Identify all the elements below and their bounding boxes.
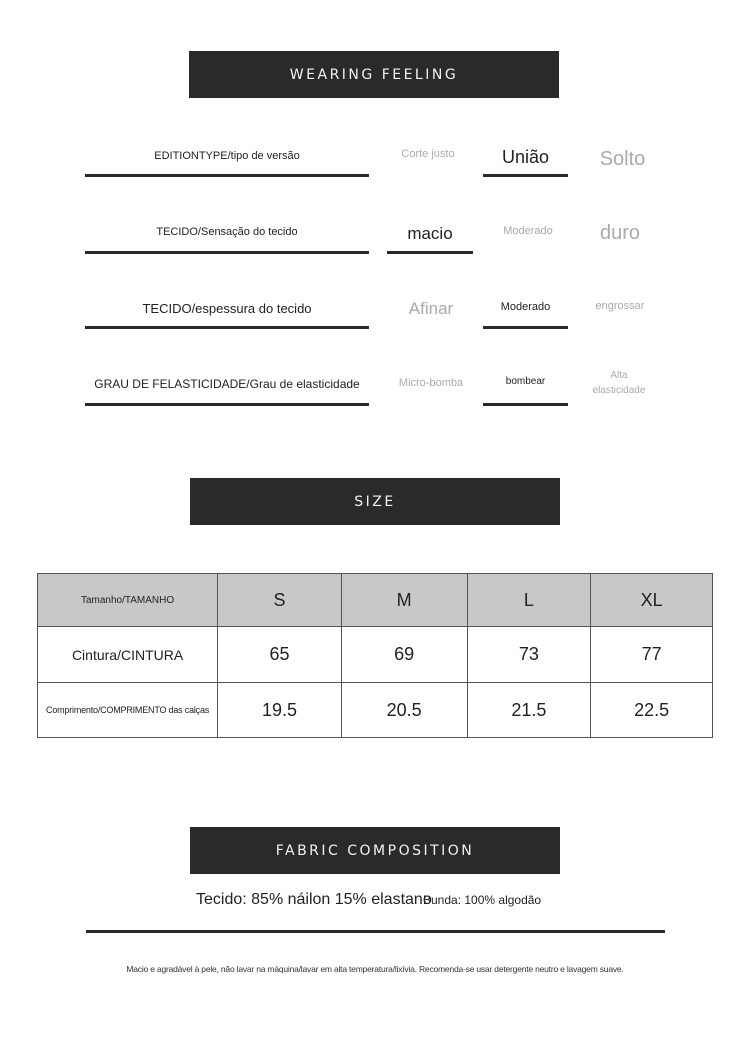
fabric-composition-title: FABRIC COMPOSITION bbox=[275, 842, 475, 859]
option-corte-justo: Corte justo bbox=[401, 148, 455, 160]
label-underline bbox=[85, 403, 369, 406]
table-cell: 73 bbox=[467, 627, 591, 683]
feel-row-label: TECIDO/espessura do tecido bbox=[142, 301, 312, 316]
table-cell: 21.5 bbox=[467, 683, 591, 738]
option-engrossar: engrossar bbox=[595, 300, 645, 312]
row-label: Comprimento/COMPRIMENTO das calças bbox=[38, 683, 218, 738]
feel-row-elasticidade bbox=[0, 360, 750, 436]
size-table bbox=[37, 573, 713, 738]
label-underline bbox=[85, 174, 369, 177]
fabric-secondary-text: Bunda: 100% algodão bbox=[423, 893, 542, 907]
wearing-feeling-title: WEARING FEELING bbox=[289, 66, 459, 83]
table-cell: 22.5 bbox=[591, 683, 713, 738]
row-label: Cintura/CINTURA bbox=[38, 627, 218, 683]
feel-row-label: TECIDO/Sensação do tecido bbox=[156, 226, 298, 238]
selected-underline bbox=[387, 251, 473, 254]
selected-underline bbox=[483, 403, 568, 406]
fabric-divider bbox=[86, 930, 665, 933]
feel-row-edition bbox=[0, 130, 750, 206]
feel-row-espessura bbox=[0, 283, 750, 359]
option-afinar: Afinar bbox=[408, 299, 454, 318]
feel-row-label: GRAU DE FELASTICIDADE/Grau de elasticidade bbox=[94, 377, 360, 391]
header-cell: M bbox=[341, 574, 467, 627]
table-cell: 69 bbox=[341, 627, 467, 683]
feel-row-label: EDITIONTYPE/tipo de versão bbox=[154, 150, 300, 162]
selected-underline bbox=[483, 174, 568, 177]
table-row bbox=[38, 683, 713, 738]
label-underline bbox=[85, 326, 369, 329]
care-instructions: Macio e agradável à pele, não lavar na máquina/lavar em alta temperatura/lixívia. Recomenda-se usar detergente neutro e lavagem suave. bbox=[126, 964, 624, 974]
size-banner bbox=[190, 478, 560, 525]
option-duro: duro bbox=[599, 222, 641, 244]
wearing-feeling-banner bbox=[189, 51, 559, 98]
fabric-main-text: Tecido: 85% náilon 15% elastano bbox=[196, 891, 432, 908]
label-underline bbox=[85, 251, 369, 254]
table-row bbox=[38, 627, 713, 683]
table-cell: 19.5 bbox=[218, 683, 342, 738]
size-title: SIZE bbox=[354, 493, 396, 510]
selected-underline bbox=[483, 326, 568, 329]
header-cell: XL bbox=[591, 574, 713, 627]
size-table-header-row bbox=[38, 574, 713, 627]
option-micro-bomba: Micro-bomba bbox=[398, 377, 464, 389]
fabric-composition-banner bbox=[190, 827, 560, 874]
header-cell: L bbox=[467, 574, 591, 627]
option-solto: Solto bbox=[599, 148, 646, 170]
table-cell: 20.5 bbox=[341, 683, 467, 738]
option-macio: macio bbox=[407, 224, 453, 243]
header-cell: Tamanho/TAMANHO bbox=[38, 574, 218, 627]
option-uniao: União bbox=[501, 147, 550, 167]
option-alta-elasticidade: Alta elasticidade bbox=[592, 370, 646, 396]
option-moderado: Moderado bbox=[500, 301, 551, 313]
table-cell: 65 bbox=[218, 627, 342, 683]
table-cell: 77 bbox=[591, 627, 713, 683]
feel-row-sensacao bbox=[0, 207, 750, 283]
option-bombear: bombear bbox=[505, 376, 546, 387]
option-moderado: Moderado bbox=[503, 225, 553, 237]
header-cell: S bbox=[218, 574, 342, 627]
